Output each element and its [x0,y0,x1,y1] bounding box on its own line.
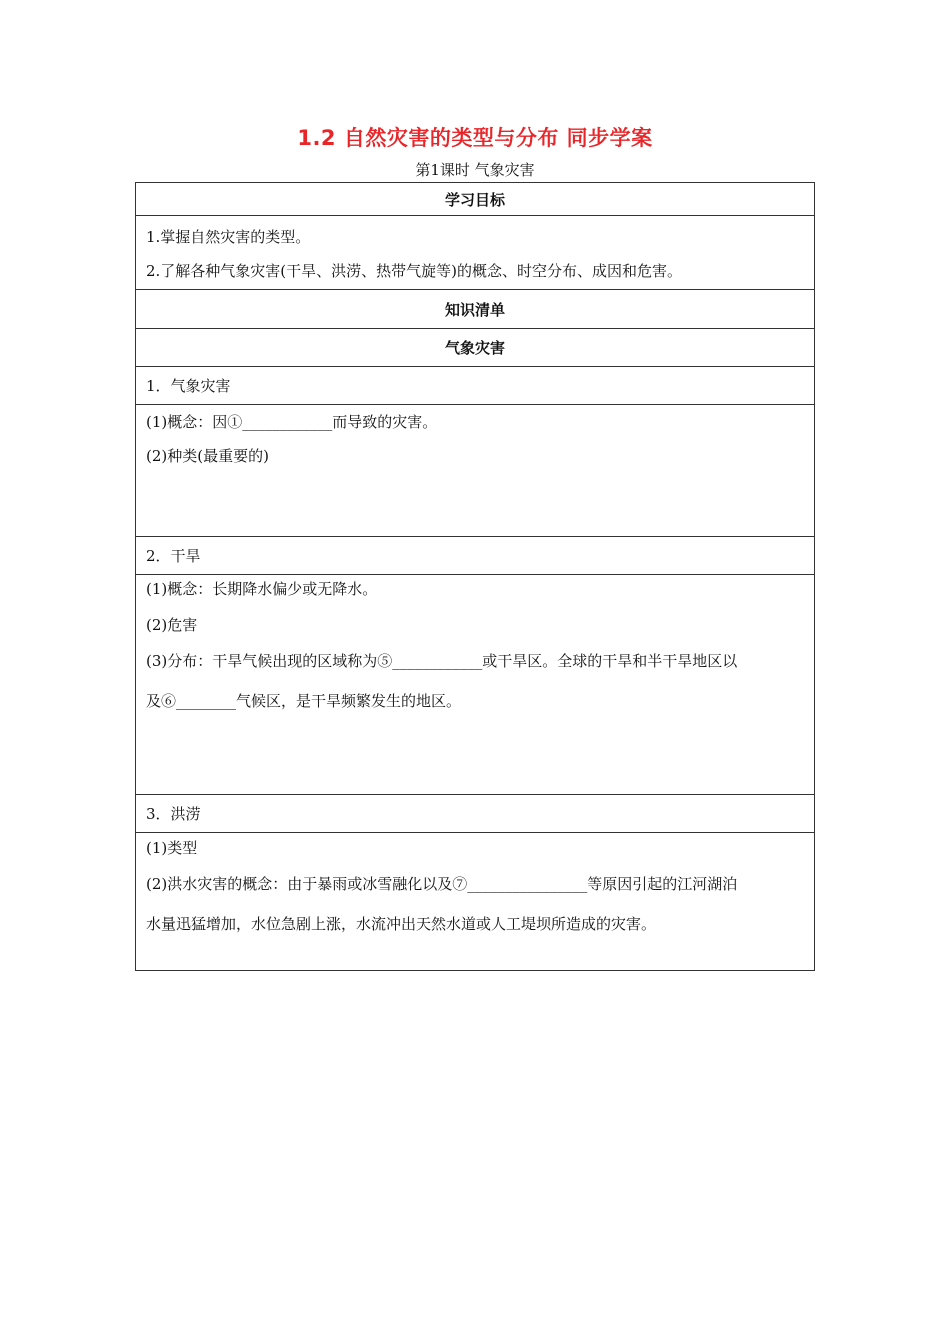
section2-line: (1)概念：长期降水偏少或无降水。 [146,580,378,598]
objective-item: 2.了解各种气象灾害(干旱、洪涝、热带气旋等)的概念、时空分布、成因和危害。 [146,262,683,280]
section1-line: (2)种类(最重要的) [146,447,269,465]
objectives-header-label: 学习目标 [444,190,505,209]
knowledge-subheader [136,328,814,366]
section2-line: (3)分布：干旱气候出现的区域称为⑤____________或干旱区。全球的干旱和半干旱地区以 [146,652,738,670]
knowledge-header [136,289,814,328]
lesson-subtitle: 第1课时 气象灾害 [415,161,535,179]
section1-body [136,404,814,536]
section2-heading: 2．干旱 [146,547,201,565]
worksheet-table [135,182,815,971]
section3-body [136,832,814,970]
section-heading [136,536,814,574]
section2-line: (2)危害 [146,616,198,634]
section-heading [136,366,814,404]
section2-line: 及⑥________气候区，是干旱频繁发生的地区。 [146,692,462,710]
objectives-body [136,215,814,289]
section1-heading: 1．气象灾害 [146,377,231,395]
section3-line: (1)类型 [146,839,198,857]
objective-item: 1.掌握自然灾害的类型。 [146,228,311,246]
knowledge-header-label: 知识清单 [444,300,505,319]
section3-heading: 3．洪涝 [146,805,201,823]
section3-line: (2)洪水灾害的概念：由于暴雨或冰雪融化以及⑦________________等原因引起的江河湖泊 [146,875,738,893]
knowledge-subheader-label: 气象灾害 [444,339,505,357]
page-title: 1.2 自然灾害的类型与分布 同步学案 [297,126,653,150]
section-heading [136,794,814,832]
section3-line: 水量迅猛增加，水位急剧上涨，水流冲出天然水道或人工堤坝所造成的灾害。 [146,915,657,933]
objectives-header [136,183,814,215]
section2-body [136,574,814,794]
section1-line: (1)概念：因①____________而导致的灾害。 [146,413,438,431]
